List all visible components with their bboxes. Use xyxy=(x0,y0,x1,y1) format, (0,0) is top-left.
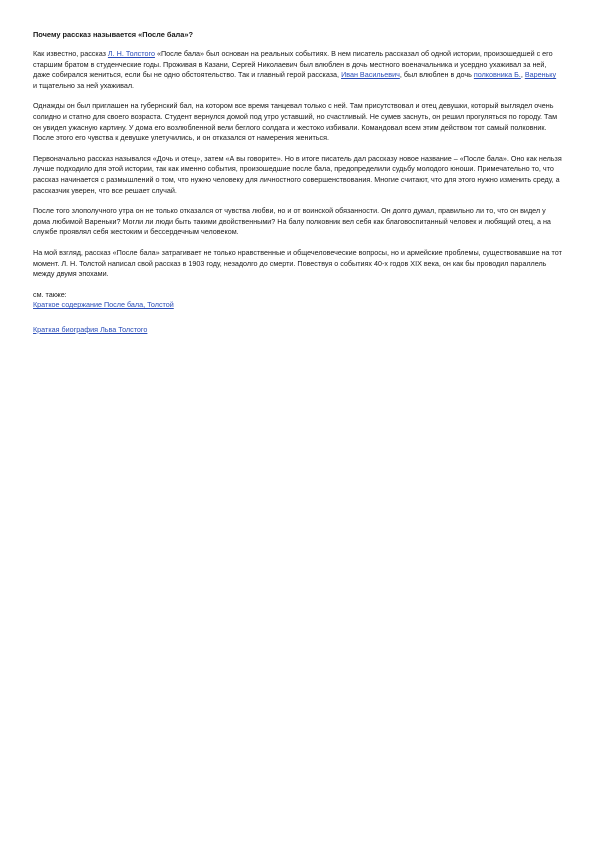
paragraph-2: Однажды он был приглашен на губернский бал, на котором все время танцевал только с ней. Там присутствовал и отец девушки, который выглядел очень солидно и статно для своего возраста. Студент вернулся домой под утро уставший, но счастливый. Не сумев заснуть, он решил прогуляться по городу. Там он увидел ужасную картину. У дома его возлюбленной вели беглого солдата и жестоко избивали. Командовал всем этим действом тот самый полковник. После этого его чувства к девушке улетучились, и он отказался от намерения жениться. xyxy=(33,101,558,143)
link-biography[interactable]: Краткая биография Льва Толстого xyxy=(33,324,148,334)
paragraph-4: После того злополучного утра он не только отказался от чувства любви, но и от воинской обязанности. Он долго думал, правильно ли то, что он видел у дома любимой Вареньки? Могли ли люди быть такими двойственными? На балу полковник вел себя как благовоспитанный человек и любящий отец, а на службе проявлял себя жестоким и бессердечным человеком. xyxy=(33,206,551,237)
see-also-label: см. также: xyxy=(33,289,67,299)
paragraph-1-text-c: , был влюблен в дочь xyxy=(399,70,474,80)
paragraph-1-text-b: «После бала» был основан на реальных событиях. В нем писатель рассказал об одной истории, произошедшей с его старшим братом в студенческие годы. Проживая в Казани, Сергей Николаевич был влюблен в дочь местного военачальника и усердно ухаживал за ней, даже собирался жениться, если бы не одно обстоятельство. Так и главный герой рассказа, xyxy=(33,49,553,80)
link-ivan-vasilievich[interactable]: Иван Васильевич xyxy=(341,70,400,80)
paragraph-1-text-d: , xyxy=(520,70,525,80)
link-tolstoy[interactable]: Л. Н. Толстого xyxy=(107,49,155,58)
paragraph-3: Первоначально рассказ назывался «Дочь и отец», затем «А вы говорите». Но в итоге писатель дал рассказу новое название – «После бала». Оно как нельзя лучше подходило для этой истории, так как именно события, произошедшие после бала, предопределили судьбу молодого юноши. Примечательно то, что рассказ начинается с размышлений о том, что нужно человеку для личностного совершенствования. Многие считают, что для этого нужно изменить среду, а рассказчик уверен, что все решает случай. xyxy=(33,153,562,195)
paragraph-1-text-e: и тщательно за ней ухаживал. xyxy=(33,80,135,90)
paragraph-1-text-a: Как известно, рассказ xyxy=(33,49,108,58)
paragraph-1 xyxy=(33,49,562,91)
paragraph-5: На мой взгляд, рассказ «После бала» затрагивает не только нравственные и общечеловеческие вопросы, но и армейские проблемы, существовавшие на тот момент. Л. Н. Толстой написал свой рассказ в 1903 году, незадолго до смерти. Повествуя о событиях 40-х годов XIX века, он как бы проводил параллель между двумя эпохами. xyxy=(33,247,562,279)
link-colonel-b[interactable]: полковника Б. xyxy=(473,70,521,80)
link-varenka[interactable]: Вареньку xyxy=(524,70,557,80)
link-summary[interactable]: Краткое содержание После бала, Толстой xyxy=(33,300,174,310)
document-page xyxy=(33,30,562,349)
see-also-item-biography xyxy=(33,325,562,336)
page-title: Почему рассказ называется «После бала»? xyxy=(33,30,193,39)
see-also-item-summary xyxy=(33,300,562,311)
